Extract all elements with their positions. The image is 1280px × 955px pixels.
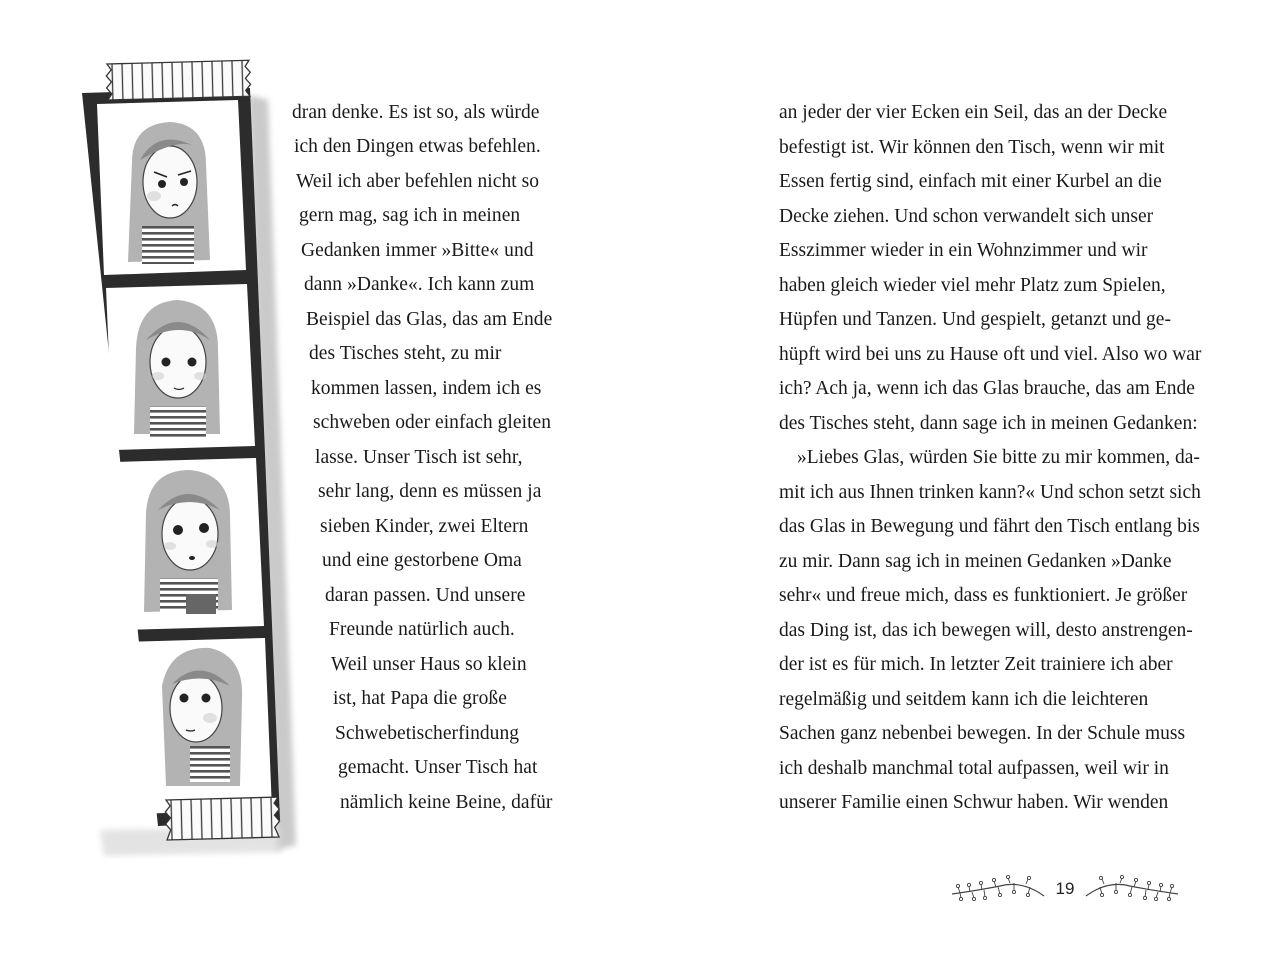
text-line: lasse. Unser Tisch ist sehr, (315, 447, 523, 468)
text-line: dann »Danke«. Ich kann zum (304, 274, 535, 295)
page-folio (915, 872, 1215, 906)
text-line: das Ding ist, das ich bewegen will, desto anstrengen- (779, 619, 1193, 641)
text-line: Hüpfen und Tanzen. Und gespielt, getanzt und ge- (779, 309, 1171, 330)
text-line: des Tisches steht, dann sage ich in meinen Gedanken: (779, 412, 1198, 434)
text-line: das Glas in Bewegung und fährt den Tisch entlang bis (779, 516, 1200, 537)
text-line: gemacht. Unser Tisch hat (338, 757, 538, 778)
text-line: Freunde natürlich auch. (329, 619, 515, 640)
text-line: sieben Kinder, zwei Eltern (320, 516, 529, 537)
text-line: mit ich aus Ihnen trinken kann?« Und schon setzt sich (779, 481, 1201, 503)
text-line: Gedanken immer »Bitte« und (301, 240, 534, 261)
text-line: regelmäßig und seitdem kann ich die leichteren (779, 688, 1149, 710)
page-number: 19 (1055, 879, 1075, 898)
text-line: ist, hat Papa die große (333, 688, 507, 709)
text-line: nämlich keine Beine, dafür (340, 792, 553, 813)
text-line: hüpft wird bei uns zu Hause oft und viel. Also wo war (779, 343, 1202, 365)
vine-ornament-left-icon (950, 874, 1046, 904)
text-line: sehr« und freue mich, dass es funktioniert. Je größer (779, 585, 1188, 606)
text-line: Schwebetischerfindung (335, 723, 520, 744)
text-line: Weil unser Haus so klein (331, 654, 527, 675)
text-line: daran passen. Und unsere (325, 585, 526, 606)
text-line: schweben oder einfach gleiten (313, 412, 552, 433)
text-line: Essen fertig sind, einfach mit einer Kurbel an die (779, 171, 1162, 192)
text-line: an jeder der vier Ecken ein Seil, das an der Decke (779, 102, 1168, 123)
text-line: zu mir. Dann sag ich in meinen Gedanken »Danke (779, 550, 1172, 572)
text-line: Esszimmer wieder in ein Wohnzimmer und wir (779, 240, 1148, 261)
text-line: unserer Familie einen Schwur haben. Wir wenden (779, 792, 1169, 813)
text-line: haben gleich wieder viel mehr Platz zum Spielen, (779, 274, 1166, 296)
text-line: des Tisches steht, zu mir (309, 343, 502, 364)
text-line-paragraph-start: »Liebes Glas, würden Sie bitte zu mir kommen, da- (797, 447, 1200, 468)
text-line: und eine gestorbene Oma (322, 550, 522, 571)
text-line: Beispiel das Glas, das am Ende (306, 309, 553, 330)
text-line: dran denke. Es ist so, als würde (292, 102, 540, 123)
text-line: ich den Dingen etwas befehlen. (294, 136, 541, 157)
vine-ornament-right-icon (1084, 874, 1180, 904)
text-line: ich deshalb manchmal total aufpassen, weil wir in (779, 757, 1169, 779)
text-line: Decke ziehen. Und schon verwandelt sich unser (779, 205, 1154, 227)
text-line: kommen lassen, indem ich es (311, 378, 542, 399)
text-line: der ist es für mich. In letzter Zeit trainiere ich aber (779, 654, 1173, 675)
text-line: Weil ich aber befehlen nicht so (296, 171, 540, 192)
text-line: ich? Ach ja, wenn ich das Glas brauche, das am Ende (779, 378, 1195, 399)
text-line: sehr lang, denn es müssen ja (318, 481, 542, 502)
right-page (640, 0, 1280, 955)
right-page-text (779, 96, 1259, 821)
text-line: gern mag, sag ich in meinen (299, 205, 521, 226)
text-line: befestigt ist. Wir können den Tisch, wenn wir mit (779, 136, 1165, 158)
text-line: Sachen ganz nebenbei bewegen. In der Schule muss (779, 723, 1186, 744)
